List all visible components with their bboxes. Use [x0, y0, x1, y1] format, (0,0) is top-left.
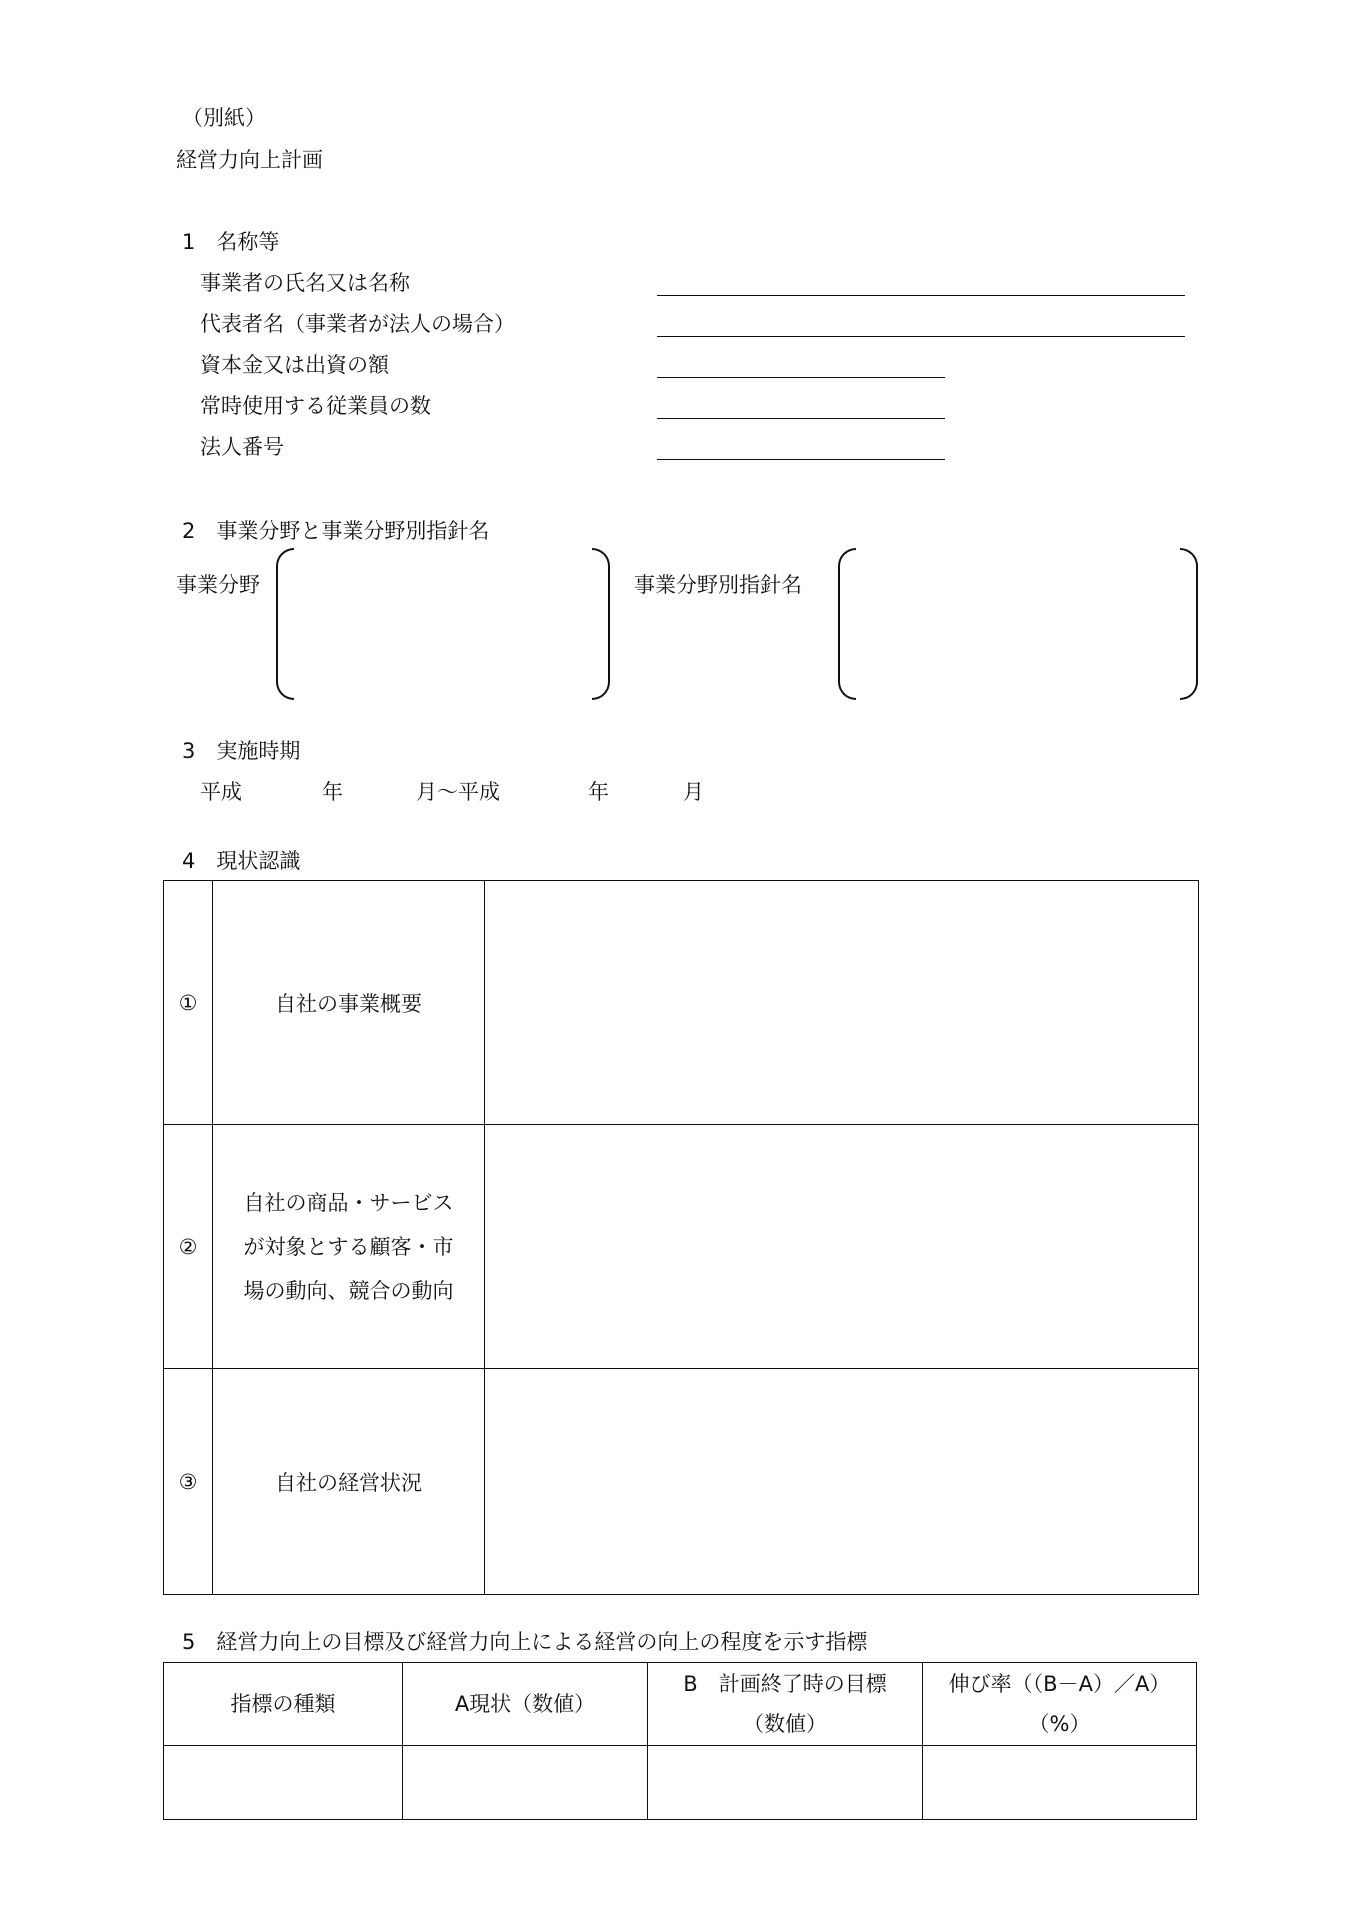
- column-header-line: 伸び率（（B－A）／A）: [948, 1672, 1171, 1696]
- row-label: [213, 1125, 485, 1369]
- corporate-number-input-line[interactable]: [657, 459, 945, 460]
- column-header: [648, 1663, 923, 1746]
- table-row: [164, 1369, 1199, 1595]
- field-label-employees: 常時使用する従業員の数: [200, 394, 431, 418]
- business-field-bracket-left: [276, 548, 294, 700]
- section1-heading: 1 名称等: [182, 230, 280, 254]
- table-row: [164, 1125, 1199, 1369]
- column-header: [923, 1663, 1197, 1746]
- section5-heading: 5 経営力向上の目標及び経営力向上による経営の向上の程度を示す指標: [182, 1630, 868, 1654]
- target-value-cell[interactable]: [648, 1746, 923, 1820]
- guideline-input-area[interactable]: [858, 552, 1174, 692]
- row-label-line: 場の動向、競合の動向: [243, 1278, 454, 1303]
- column-header-line: （%）: [1028, 1712, 1091, 1736]
- current-status-table: [163, 880, 1199, 1595]
- guideline-label: 事業分野別指針名: [634, 573, 802, 597]
- table-header-row: [164, 1663, 1197, 1746]
- business-field-label: 事業分野: [176, 573, 260, 597]
- indicator-table: [163, 1662, 1197, 1820]
- table-row: [164, 881, 1199, 1125]
- field-label-business-name: 事業者の氏名又は名称: [200, 271, 410, 295]
- row-content-cell[interactable]: [485, 1369, 1199, 1595]
- section3-heading: 3 実施時期: [182, 739, 301, 763]
- guideline-bracket-right: [1180, 548, 1198, 700]
- section4-heading: 4 現状認識: [182, 849, 301, 873]
- employees-input-line[interactable]: [657, 418, 945, 419]
- column-header-line: （数値）: [743, 1712, 827, 1736]
- representative-input-line[interactable]: [657, 336, 1185, 337]
- column-header: 指標の種類: [164, 1663, 403, 1746]
- column-header: A現状（数値）: [403, 1663, 648, 1746]
- row-label: 自社の経営状況: [213, 1369, 485, 1595]
- row-number: ③: [164, 1369, 213, 1595]
- business-field-bracket-right: [592, 548, 610, 700]
- table-row: [164, 1746, 1197, 1820]
- field-label-corporate-number: 法人番号: [200, 435, 284, 459]
- page-title: 経営力向上計画: [176, 148, 323, 172]
- column-header-line: B 計画終了時の目標: [683, 1672, 887, 1696]
- capital-input-line[interactable]: [657, 377, 945, 378]
- field-label-representative: 代表者名（事業者が法人の場合）: [200, 312, 515, 336]
- period-month-end: 月: [683, 780, 704, 804]
- row-number: ①: [164, 881, 213, 1125]
- guideline-bracket-left: [838, 548, 856, 700]
- business-name-input-line[interactable]: [657, 295, 1185, 296]
- period-month-start: 月～平成: [416, 780, 500, 804]
- indicator-type-cell[interactable]: [164, 1746, 403, 1820]
- row-number: ②: [164, 1125, 213, 1369]
- row-content-cell[interactable]: [485, 881, 1199, 1125]
- row-label-line: 自社の商品・サービス: [243, 1190, 454, 1215]
- business-field-input-area[interactable]: [296, 552, 586, 692]
- period-year-end: 年: [588, 780, 609, 804]
- row-content-cell[interactable]: [485, 1125, 1199, 1369]
- growth-rate-cell[interactable]: [923, 1746, 1197, 1820]
- period-year-start: 年: [322, 780, 343, 804]
- current-value-cell[interactable]: [403, 1746, 648, 1820]
- attachment-note: （別紙）: [182, 106, 266, 130]
- period-era-start: 平成: [200, 780, 242, 804]
- row-label-line: が対象とする顧客・市: [243, 1234, 454, 1259]
- field-label-capital: 資本金又は出資の額: [200, 353, 389, 377]
- row-label: 自社の事業概要: [213, 881, 485, 1125]
- section2-heading: 2 事業分野と事業分野別指針名: [182, 519, 490, 543]
